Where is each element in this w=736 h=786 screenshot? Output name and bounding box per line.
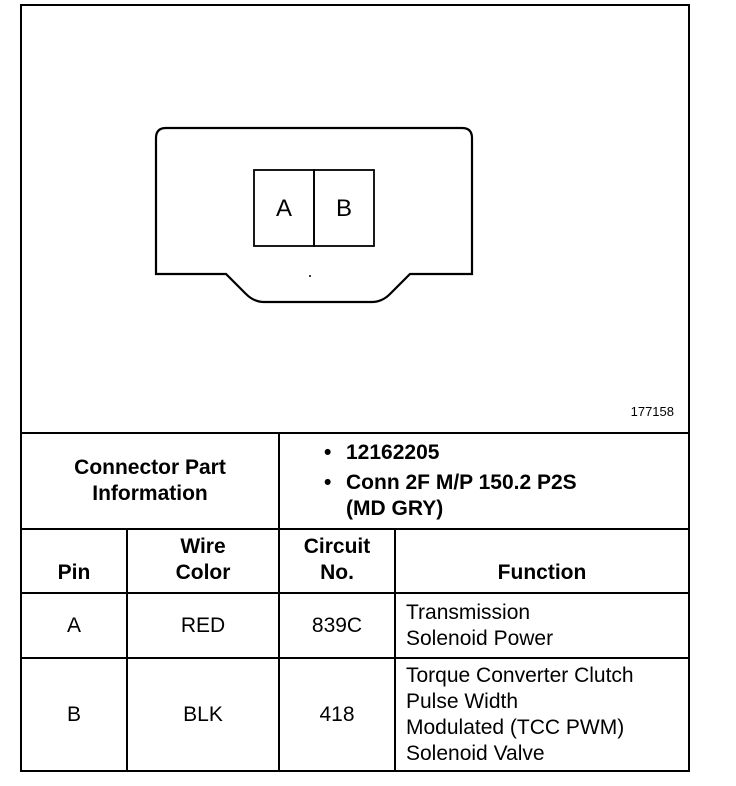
table-row-b-pin: [22, 659, 126, 770]
function-line: Solenoid Power: [406, 626, 554, 650]
part-number: 12162205: [346, 441, 440, 464]
header-wire-line2: Color: [175, 561, 231, 584]
connector-diagram: [22, 6, 688, 432]
part-info-list: [324, 440, 577, 522]
bullet: •: [324, 441, 332, 464]
header-function: [396, 530, 688, 592]
wire-color-value: RED: [180, 613, 226, 637]
pin-value: A: [66, 613, 81, 637]
table-row-b-circuit: [280, 659, 394, 770]
table-row-a-circuit: [280, 594, 394, 657]
connector-description: Conn 2F M/P 150.2 P2S: [346, 471, 577, 494]
header-wire-color: [128, 530, 278, 592]
table-row-b-wire: [128, 659, 278, 770]
part-info-item: [324, 440, 577, 466]
function-line: Modulated (TCC PWM): [406, 715, 625, 739]
header-circuit: [280, 530, 394, 592]
pin-value: B: [66, 702, 81, 726]
header-pin: [22, 530, 126, 592]
circuit-value: 418: [319, 702, 355, 726]
function-line: Torque Converter Clutch: [406, 663, 634, 687]
table-row-a-pin: [22, 594, 126, 657]
pin-label-a: A: [275, 195, 293, 222]
header-pin-label: Pin: [57, 561, 91, 584]
part-info-item: [324, 470, 577, 522]
pin-label-b: B: [335, 195, 353, 222]
header-circuit-line1: Circuit: [303, 535, 371, 558]
wire-color-value: BLK: [183, 702, 223, 726]
figure-number: 177158: [630, 404, 674, 419]
header-circuit-line2: No.: [320, 561, 354, 584]
function-line: Transmission: [406, 600, 531, 624]
speck-dot: [309, 275, 311, 277]
table-row-a-function: [396, 594, 688, 657]
function-line: Pulse Width: [406, 689, 519, 713]
header-function-label: Function: [497, 561, 587, 584]
part-info-label-line1: Connector Part: [74, 456, 226, 479]
connector-color: (MD GRY): [346, 497, 444, 520]
table-row-a-wire: [128, 594, 278, 657]
circuit-value: 839C: [311, 613, 363, 637]
function-line: Solenoid Valve: [406, 741, 545, 765]
part-info-label: [22, 434, 278, 528]
header-wire-line1: Wire: [180, 535, 226, 558]
bullet: •: [324, 471, 332, 494]
table-row-b-function: [396, 659, 688, 770]
part-info-label-line2: Information: [92, 482, 208, 505]
connector-sheet: [20, 4, 690, 772]
